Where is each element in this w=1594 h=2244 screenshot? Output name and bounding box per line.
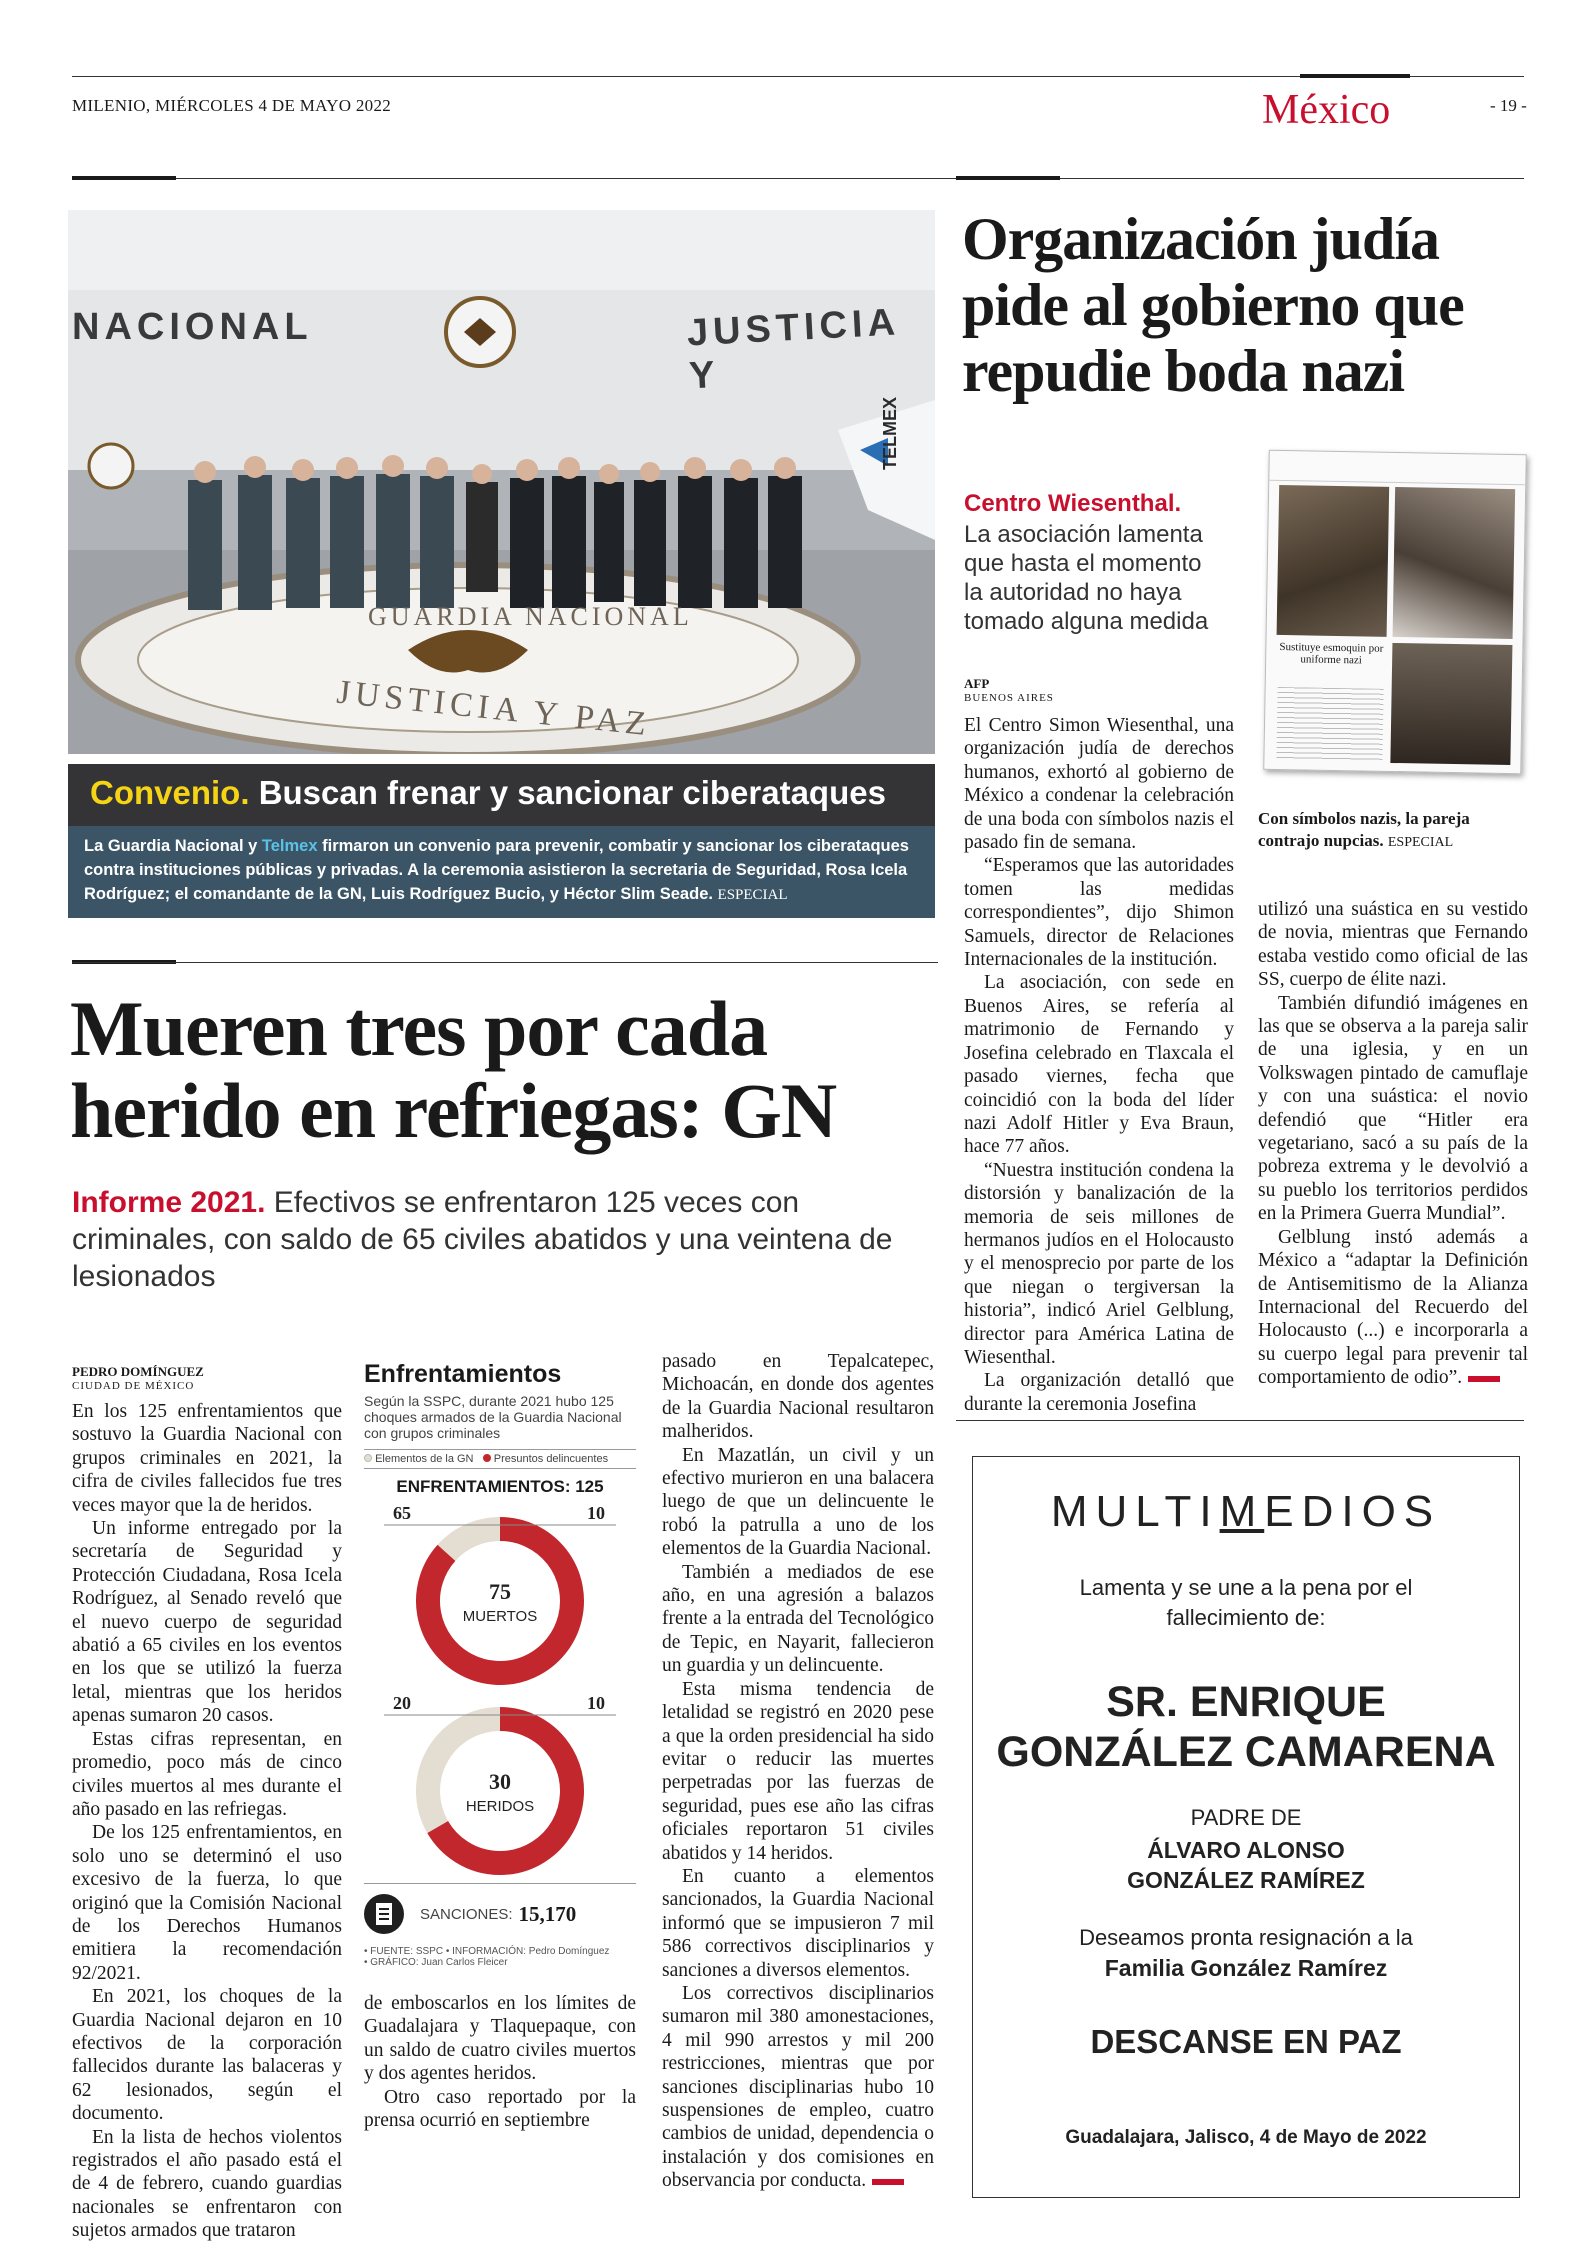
nazi-story-deck: La asociación lamenta que hasta el momento la autoridad no haya tomado alguna medida	[964, 521, 1209, 635]
section-name: México	[1262, 87, 1391, 133]
obituary-ad	[972, 1456, 1520, 2198]
thumbnail-photo-right	[1393, 487, 1516, 639]
donut-chart-muertos	[364, 1497, 636, 1687]
donut-value-label-crim: 65	[393, 1503, 411, 1523]
sanctions-row	[364, 1883, 636, 1934]
photo-caption-text-2: firmaron un convenio para prevenir, combatir y sancionar los ciberataques contra instituciones públicas y privadas. A la ceremonia asistieron la secretaria de Seguridad, Rosa Icela Rodríguez; el comandante de la GN, Luis Rodríguez Bucio, y Héctor Slim Seade.	[84, 837, 909, 903]
donut-total-value: 30	[489, 1769, 511, 1794]
ad-brand-a: MULTI	[1050, 1487, 1220, 1536]
main-story-deck-block	[72, 1184, 942, 1295]
donut-title: MUERTOS	[462, 1608, 538, 1625]
photo-caption	[68, 826, 935, 918]
photo-banner-kicker: Convenio.	[90, 774, 250, 811]
photo-banner-headline: Buscan frenar y sancionar ciberataques	[258, 774, 886, 811]
main-col3-paragraph: En Mazatlán, un civil y un efectivo murieron en una balacera luego de que un delincuente le robó la patrulla a uno de los elementos de la Guardia Nacional.	[662, 1444, 934, 1560]
story-end-mark	[872, 2179, 904, 2185]
nazi-story-column-1	[964, 714, 1234, 1416]
donut-title: HERIDOS	[465, 1798, 535, 1815]
main-story-column-1	[72, 1400, 342, 2243]
nazi-col2-paragraph: También difundió imágenes en las que se observa a la pareja salir de una iglesia, y en un Volkswagen pintado de camuflaje y con una suástica: el novio defendió que “Hitler era vegetariano, sacó a su país de la pobreza extrema y le devolvió a su pueblo los territorios perdidos en la Primera Guerra Mundial”.	[1258, 992, 1528, 1225]
main-col1-paragraph: En 2021, los choques de la Guardia Nacional dejaron en 10 efectivos de la corporación fallecidos durante las balaceras y 62 lesionados, según el documento.	[72, 1986, 342, 2125]
left-column-marker	[72, 176, 176, 180]
nazi-photo-caption-text: Con símbolos nazis, la pareja contrajo nupcias.	[1258, 809, 1470, 850]
donut-value-label-gn: 10	[587, 1693, 605, 1713]
ad-brand-b: EDIOS	[1264, 1487, 1442, 1536]
newspaper-thumbnail	[1263, 450, 1527, 774]
photo-caption-brand: Telmex	[261, 837, 318, 855]
nazi-col1-paragraph: La asociación, con sede en Buenos Aires, se refería al matrimonio de Fernando y Josefina celebrado en Tlaxcala el pasado viernes, fecha que coincidió con la boda del líder nazi Adolf Hitler y Eva Braun, hace 77 años.	[964, 972, 1234, 1158]
nazi-photo-caption-credit: ESPECIAL	[1387, 835, 1454, 850]
main-story-column-3	[662, 1350, 934, 2193]
legend-swatch-crim	[483, 1454, 491, 1462]
thumbnail-text-lines	[1276, 687, 1383, 761]
ad-family-line: Familia González Ramírez	[1104, 1955, 1388, 1981]
photo-banner-bar	[68, 764, 935, 826]
main-story-city: CIUDAD DE MÉXICO	[72, 1380, 195, 1392]
page-number: - 19 -	[1490, 96, 1527, 115]
donut-value-label-crim: 20	[393, 1693, 411, 1713]
ad-brand-m: M	[1219, 1487, 1265, 1536]
photo-caption-text-1: La Guardia Nacional y	[84, 837, 262, 855]
main-col2-paragraph: Otro caso reportado por la prensa ocurrió en septiembre	[364, 2086, 636, 2132]
infographic-graphic-credit: • GRÁFICO: Juan Carlos Fleicer	[364, 1957, 508, 1968]
donut-slice-elementos-de-la-gn	[446, 1529, 500, 1553]
ad-condolence-line: Lamenta y se une a la pena por el fallecimiento de:	[1079, 1575, 1413, 1630]
main-col1-paragraph: Estas cifras representan, en promedio, poco más de cinco civiles muertos al mes durante el año pasado en las refriegas.	[72, 1728, 342, 1820]
legend-swatch-gn	[364, 1454, 372, 1462]
nazi-story-column-2	[1258, 898, 1528, 1390]
main-col3-paragraph: En cuanto a elementos sancionados, la Guardia Nacional informó que se impusieron 7 mil 586 correctivos disciplinarios y sanciones a diversos elementos.	[662, 1865, 934, 1981]
header-bottom-rule	[72, 178, 1524, 179]
floor-seal-bottom: JUSTICIA Y PAZ	[334, 673, 653, 744]
infographic-source: • FUENTE: SSPC • INFORMACIÓN: Pedro Domínguez	[364, 1946, 610, 1957]
nazi-story-agency: AFP	[964, 676, 990, 691]
flag-text: TELMEX	[880, 396, 900, 470]
ad-top-rule	[956, 1420, 1524, 1421]
nazi-col1-paragraph: El Centro Simon Wiesenthal, una organización judía de derechos humanos, exhortó al gobierno de México a condenar la celebración de una boda con símbolos nazis el pasado fin de semana.	[964, 715, 1234, 854]
nazi-story-headline: Organización judía pide al gobierno que repudie boda nazi	[962, 206, 1464, 404]
nazi-col1-paragraph: La organización detalló que durante la ceremonia Josefina	[964, 1370, 1234, 1415]
ad-wish-line: Deseamos pronta resignación a la	[1079, 1925, 1413, 1950]
infographic-title: Enfrentamientos	[364, 1360, 562, 1388]
main-story-headline: Mueren tres por cada herido en refriegas: GN	[70, 985, 837, 1154]
right-column-marker	[956, 176, 1060, 180]
nazi-story-kicker: Centro Wiesenthal.	[964, 490, 1182, 517]
main-col3-paragraph: También a mediados de ese año, en una agresión a balazos frente a la entrada del Tecnológico de Tepic, en Nayarit, fallecieron un guardia y un delincuente.	[662, 1561, 934, 1677]
main-story-byline: PEDRO DOMÍNGUEZ	[72, 1364, 204, 1379]
wall-sign-right: JUSTICIA Y	[685, 301, 900, 398]
ad-place-date: Guadalajara, Jalisco, 4 de Mayo de 2022	[1065, 2127, 1427, 2148]
story-end-mark	[1468, 1376, 1500, 1382]
ad-son-line-2: GONZÁLEZ RAMÍREZ	[1127, 1867, 1365, 1893]
donut-value-label-gn: 10	[587, 1503, 605, 1523]
infographic-total: ENFRENTAMIENTOS: 125	[396, 1477, 604, 1496]
thumbnail-photo-left	[1277, 485, 1390, 637]
main-col2-paragraph: de emboscarlos en los límites de Guadalajara y Tlaquepaque, con un saldo de cuatro civiles muertos y dos agentes heridos.	[364, 1993, 636, 2085]
nazi-col2-last-text: Gelblung instó además a México a “adaptar la Definición de Antisemitismo de la Alianza Internacional del Recuerdo del Holocausto (...) e incorporarla a su cuerpo legal para prevenir tal comportamiento de odio”.	[1258, 1226, 1528, 1389]
main-story-rule	[72, 962, 938, 963]
ceremony-scene	[68, 210, 935, 754]
legend-label-gn: Elementos de la GN	[375, 1453, 474, 1465]
ad-brand	[973, 1487, 1519, 1537]
nazi-col1-paragraph: “Nuestra institución condena la distorsión y banalización de la memoria de seis millones de hermanos judíos en el Holocausto y el menosprecio por parte de los que niegan o tergiversan la historia”, indicó Ariel Gelblung, director para América Latina de Wiesenthal.	[964, 1159, 1234, 1368]
nazi-col2-paragraph: utilizó una suástica en su vestido de novia, mientras que Fernando estaba vestido como oficial de las SS, cuerpo de élite nazi.	[1258, 899, 1528, 991]
nazi-col2-paragraph	[1258, 1226, 1528, 1390]
main-col3-paragraph: pasado en Tepalcatepec, Michoacán, en donde dos agentes de la Guardia Nacional resultaron malheridos.	[662, 1351, 934, 1443]
document-icon	[364, 1894, 404, 1934]
main-col3-paragraph	[662, 1982, 934, 2193]
main-col3-paragraph: Esta misma tendencia de letalidad se registró en 2020 pese a que la orden presidencial ha sido evitar o reducir las muertes perpetradas por las fuerzas de seguridad, pues ese año las cifras oficiales reportaron 51 civiles abatidos y 14 heridos.	[662, 1678, 934, 1864]
ad-name-line-1: SR. ENRIQUE	[1106, 1678, 1386, 1726]
main-col1-paragraph: En la lista de hechos violentos registrados el año pasado está el de 4 de febrero, cuando guardias nacionales se enfrentaron con sujetos armados que trataron	[72, 2126, 342, 2242]
nazi-story-city: BUENOS AIRES	[964, 692, 1054, 704]
legend-label-crim: Presuntos delincuentes	[493, 1453, 609, 1465]
main-story-deck: Efectivos se enfrentaron 125 veces con criminales, con saldo de 65 civiles abatidos y una veintena de lesionados	[72, 1186, 893, 1293]
main-col1-paragraph: De los 125 enfrentamientos, en solo uno se determinó el uso excesivo de la fuerza, lo que originó que la Comisión Nacional de los Derechos Humanos emitiera la recomendación 92/2021.	[72, 1822, 342, 1984]
thumbnail-headline: Sustituye esmoquin por uniforme nazi	[1279, 640, 1384, 667]
main-story-column-2-bottom	[364, 1992, 636, 2132]
nazi-col1-paragraph: “Esperamos que las autoridades tomen las medidas correspondientes”, dijo Shimon Samuels, director de Relaciones Internacionales de la institución.	[964, 855, 1234, 971]
infographic-subtitle: Según la SSPC, durante 2021 hubo 125 choques armados de la Guardia Nacional con grupos criminales	[364, 1393, 622, 1441]
sanctions-value: 15,170	[518, 1901, 577, 1926]
sanctions-label: SANCIONES:	[420, 1905, 513, 1923]
ad-name-line-2: GONZÁLEZ CAMARENA	[996, 1728, 1496, 1776]
ceremony-photo	[68, 210, 935, 754]
ad-rest-in-peace: DESCANSE EN PAZ	[1090, 2023, 1402, 2060]
main-story-kicker: Informe 2021.	[72, 1186, 266, 1219]
header-section-bar	[1300, 74, 1410, 78]
donut-total-value: 75	[489, 1579, 511, 1604]
wall-sign-left: NACIONAL	[72, 306, 313, 348]
main-col3-last-text: Los correctivos disciplinarios sumaron mil 380 amonestaciones, 4 mil 990 arrestos y mil 200 restricciones, mientras que por sanciones disciplinarias hubo 10 suspensiones de empleo, cuatro cambios de unidad, dependencia o instalación y dos comisiones en observancia por conducta.	[662, 1982, 934, 2192]
main-col1-paragraph: Un informe entregado por la secretaría de Seguridad y Protección Ciudadana, Rosa Icela Rodríguez, al Senado reveló que el nuevo cuerpo de seguridad abatió a 65 civiles en los eventos en los que se utilizó la fuerza letal, mientras que los heridos apenas sumaron 20 casos.	[72, 1518, 342, 1727]
main-col1-paragraph: En los 125 enfrentamientos que sostuvo la Guardia Nacional con grupos criminales en 2021, la cifra de civiles fallecidos fue tres veces mayor que la de heridos.	[72, 1401, 342, 1516]
photo-caption-credit: ESPECIAL	[717, 887, 788, 903]
infographic-legend	[364, 1449, 636, 1469]
ad-father-of: PADRE DE	[1190, 1805, 1302, 1830]
floor-seal-top: GUARDIA NACIONAL	[368, 602, 693, 631]
thumbnail-photo-bottom	[1390, 643, 1512, 765]
nazi-photo-caption	[1258, 808, 1528, 854]
infographic	[364, 1360, 636, 1968]
dateline: MILENIO, MIÉRCOLES 4 DE MAYO 2022	[72, 96, 392, 115]
ad-son-line-1: ÁLVARO ALONSO	[1147, 1837, 1345, 1863]
donut-chart-heridos	[364, 1687, 636, 1877]
